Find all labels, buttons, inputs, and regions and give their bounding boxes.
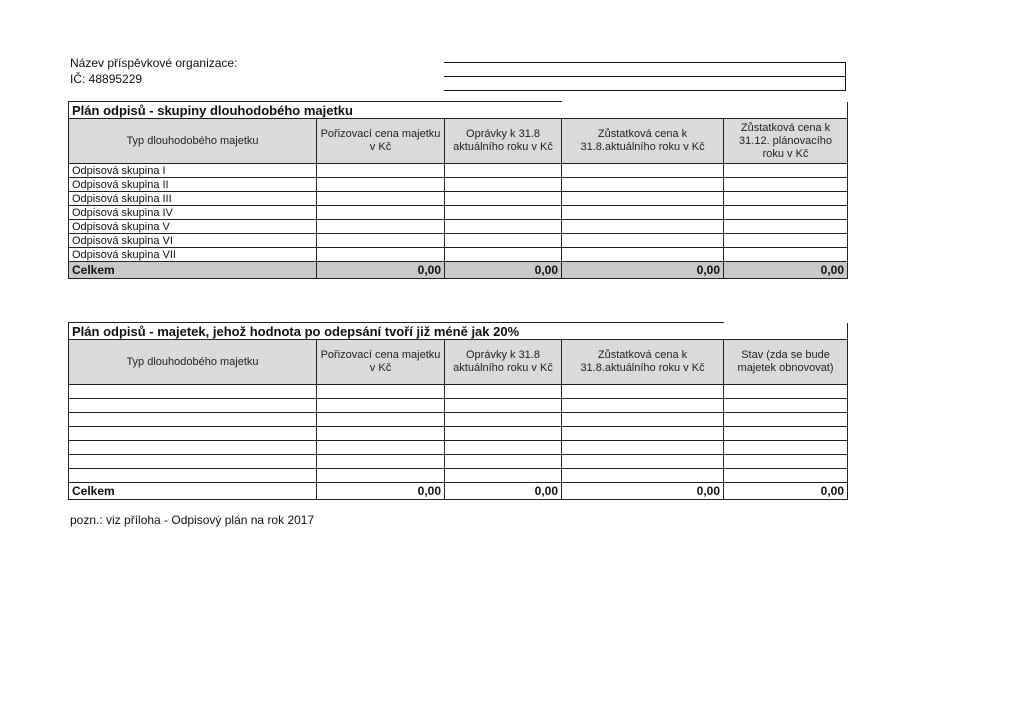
cell[interactable]: [562, 234, 724, 248]
cell[interactable]: [445, 427, 562, 441]
cell[interactable]: [317, 192, 445, 206]
cell[interactable]: [317, 385, 445, 399]
table-row: [69, 178, 848, 192]
table1-col-asset-type: Typ dlouhodobého majetku: [69, 119, 317, 164]
cell[interactable]: [69, 455, 317, 469]
cell[interactable]: [562, 164, 724, 178]
low-value-assets-table: [68, 322, 848, 500]
cell[interactable]: [69, 385, 317, 399]
cell[interactable]: [562, 469, 724, 483]
cell[interactable]: [317, 164, 445, 178]
cell[interactable]: [562, 192, 724, 206]
cell[interactable]: [562, 399, 724, 413]
cell[interactable]: [317, 234, 445, 248]
row-label: Odpisová skupina VI: [69, 234, 317, 248]
table1-total-row: [69, 262, 848, 279]
table2-col-renewal-status: Stav (zda se bude majetek obnovovat): [724, 340, 848, 385]
table1-title: Plán odpisů - skupiny dlouhodobého majetku: [69, 102, 562, 119]
cell[interactable]: [724, 469, 848, 483]
cell[interactable]: [724, 248, 848, 262]
total-acquisition-price: 0,00: [317, 262, 445, 279]
cell[interactable]: [724, 413, 848, 427]
row-label: Odpisová skupina VII: [69, 248, 317, 262]
cell[interactable]: [724, 427, 848, 441]
cell[interactable]: [724, 385, 848, 399]
cell[interactable]: [317, 248, 445, 262]
org-name-field-line-middle: [444, 76, 846, 77]
cell[interactable]: [317, 427, 445, 441]
row-label: Odpisová skupina II: [69, 178, 317, 192]
table-row: [69, 385, 848, 399]
cell[interactable]: [317, 220, 445, 234]
cell[interactable]: [562, 248, 724, 262]
total-label: Celkem: [69, 262, 317, 279]
cell[interactable]: [445, 220, 562, 234]
cell[interactable]: [445, 234, 562, 248]
cell[interactable]: [317, 413, 445, 427]
total-residual-31-12: 0,00: [724, 262, 848, 279]
cell[interactable]: [562, 427, 724, 441]
org-name-field-line-top: [444, 62, 846, 63]
table2-total-row: [69, 483, 848, 500]
cell[interactable]: [445, 248, 562, 262]
table1-col-depreciation: Oprávky k 31.8 aktuálního roku v Kč: [445, 119, 562, 164]
cell[interactable]: [724, 220, 848, 234]
cell[interactable]: [317, 206, 445, 220]
table-row: [69, 469, 848, 483]
table-row: [69, 234, 848, 248]
cell[interactable]: [445, 413, 562, 427]
cell[interactable]: [445, 164, 562, 178]
cell[interactable]: [724, 178, 848, 192]
cell[interactable]: [562, 441, 724, 455]
cell[interactable]: [724, 399, 848, 413]
table-row: [69, 441, 848, 455]
total-residual-31-8: 0,00: [562, 483, 724, 500]
cell[interactable]: [69, 441, 317, 455]
row-label: Odpisová skupina V: [69, 220, 317, 234]
footnote: pozn.: viz příloha - Odpisový plán na rok 2017: [70, 513, 315, 527]
cell[interactable]: [317, 441, 445, 455]
cell[interactable]: [317, 455, 445, 469]
total-depreciation: 0,00: [445, 262, 562, 279]
cell[interactable]: [562, 178, 724, 192]
cell[interactable]: [562, 413, 724, 427]
total-residual-31-8: 0,00: [562, 262, 724, 279]
depreciation-groups-table: [68, 101, 848, 279]
table1-col-acquisition-price: Pořizovací cena majetku v Kč: [317, 119, 445, 164]
table-row: [69, 427, 848, 441]
total-label: Celkem: [69, 483, 317, 500]
cell[interactable]: [69, 399, 317, 413]
cell[interactable]: [445, 441, 562, 455]
org-name-field-line-bottom: [444, 90, 846, 91]
cell[interactable]: [724, 234, 848, 248]
cell[interactable]: [317, 399, 445, 413]
cell[interactable]: [724, 455, 848, 469]
cell[interactable]: [562, 455, 724, 469]
table2-col-acquisition-price: Pořizovací cena majetku v Kč: [317, 340, 445, 385]
cell[interactable]: [445, 385, 562, 399]
organization-name-label: Název příspěvkové organizace:: [70, 56, 238, 70]
cell[interactable]: [69, 413, 317, 427]
table2-header-row: [69, 340, 848, 385]
cell[interactable]: [317, 469, 445, 483]
cell[interactable]: [724, 441, 848, 455]
table-row: [69, 220, 848, 234]
row-label: Odpisová skupina IV: [69, 206, 317, 220]
cell[interactable]: [562, 385, 724, 399]
cell[interactable]: [445, 469, 562, 483]
total-renewal-status: 0,00: [724, 483, 848, 500]
row-label: Odpisová skupina I: [69, 164, 317, 178]
cell[interactable]: [562, 206, 724, 220]
table1-col-residual-31-12: Zůstatková cena k 31.12. plánovacího roku v Kč: [724, 119, 848, 164]
table-row: [69, 248, 848, 262]
cell[interactable]: [445, 192, 562, 206]
table-row: [69, 206, 848, 220]
table-row: [69, 192, 848, 206]
total-acquisition-price: 0,00: [317, 483, 445, 500]
table-row: [69, 399, 848, 413]
cell[interactable]: [724, 192, 848, 206]
row-label: Odpisová skupina III: [69, 192, 317, 206]
ic-label: IČ: 48895229: [70, 72, 143, 86]
table1-header-row: [69, 119, 848, 164]
cell[interactable]: [724, 206, 848, 220]
table1-col-residual-31-8: Zůstatková cena k 31.8.aktuálního roku v Kč: [562, 119, 724, 164]
table2-col-depreciation: Oprávky k 31.8 aktuálního roku v Kč: [445, 340, 562, 385]
org-name-field-edge: [845, 62, 846, 91]
table-row: [69, 164, 848, 178]
total-depreciation: 0,00: [445, 483, 562, 500]
cell[interactable]: [69, 427, 317, 441]
cell[interactable]: [317, 178, 445, 192]
table2-col-asset-type: Typ dlouhodobého majetku: [69, 340, 317, 385]
cell[interactable]: [562, 220, 724, 234]
table2-title: Plán odpisů - majetek, jehož hodnota po odepsání tvoří již méně jak 20%: [69, 323, 724, 340]
cell[interactable]: [445, 206, 562, 220]
cell[interactable]: [445, 399, 562, 413]
table-row: [69, 455, 848, 469]
cell[interactable]: [69, 469, 317, 483]
table-row: [69, 413, 848, 427]
table2-col-residual-31-8: Zůstatková cena k 31.8.aktuálního roku v Kč: [562, 340, 724, 385]
cell[interactable]: [445, 178, 562, 192]
cell[interactable]: [724, 164, 848, 178]
cell[interactable]: [445, 455, 562, 469]
